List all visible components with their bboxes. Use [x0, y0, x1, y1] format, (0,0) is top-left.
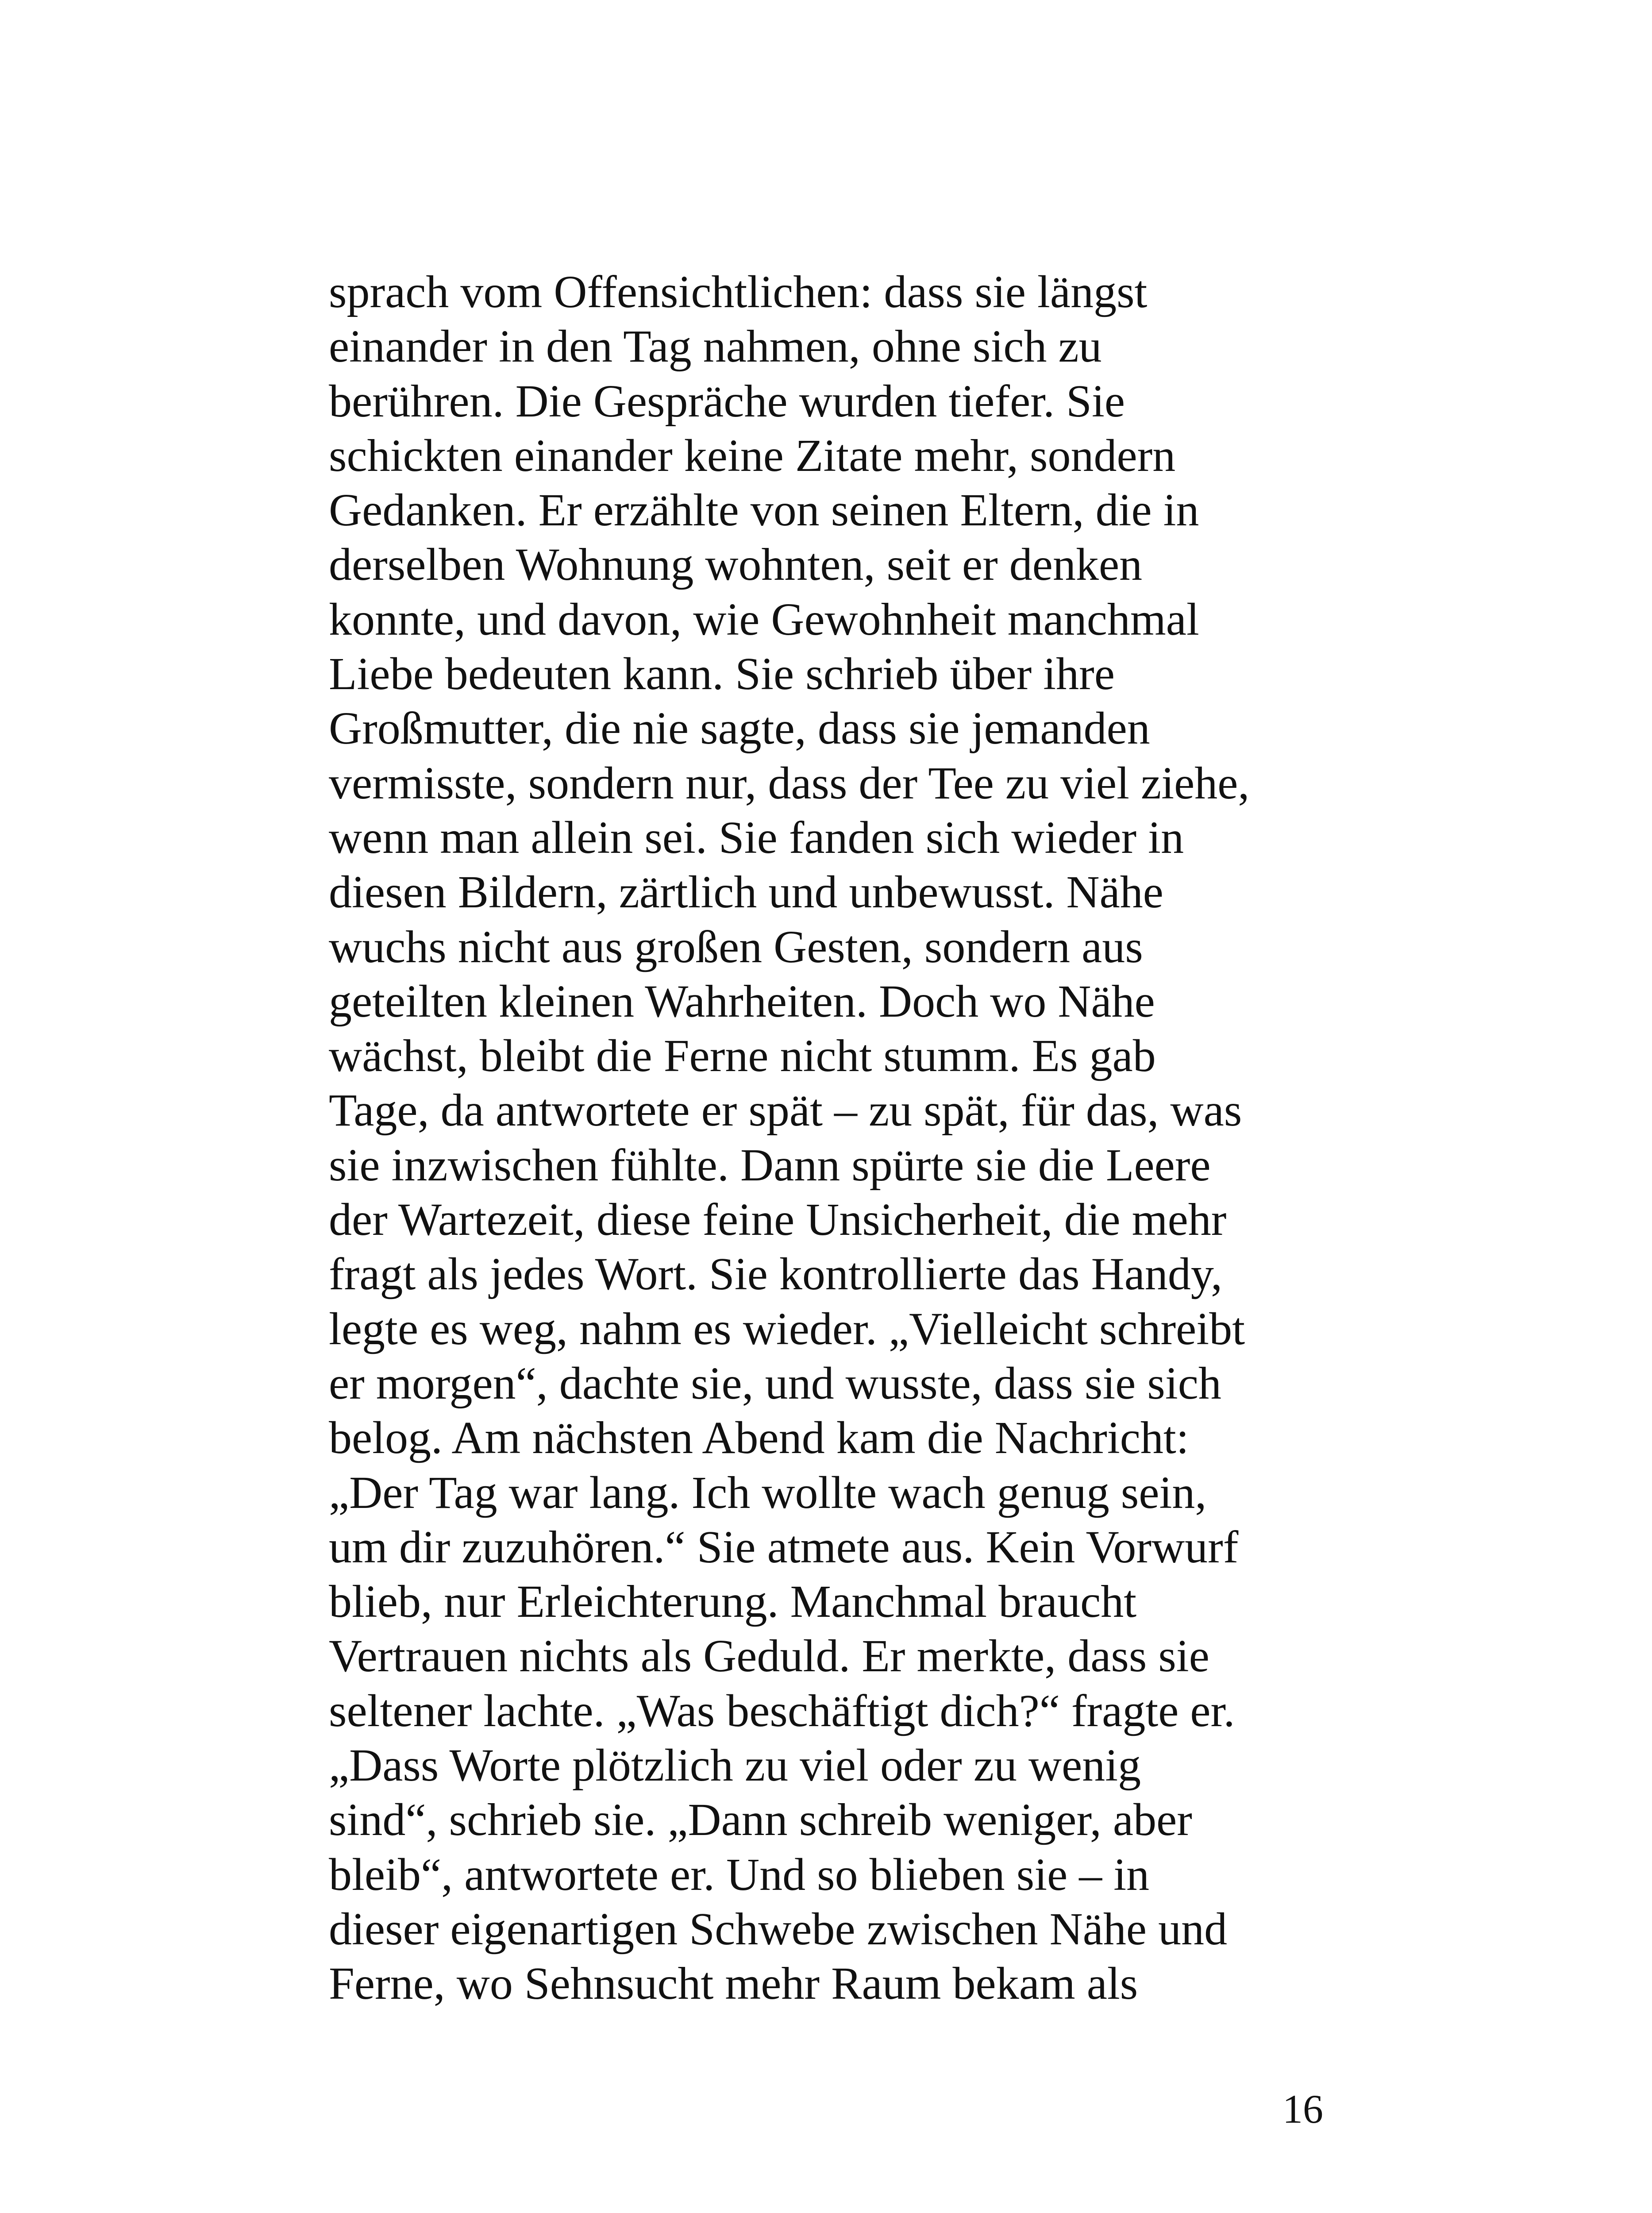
text-line: der Wartezeit, diese feine Unsicherheit, die mehr	[329, 1194, 1227, 1245]
text-line: belog. Am nächsten Abend kam die Nachricht:	[329, 1412, 1189, 1464]
text-line: „Der Tag war lang. Ich wollte wach genug sein,	[329, 1467, 1207, 1518]
text-line: fragt als jedes Wort. Sie kontrollierte das Handy,	[329, 1249, 1223, 1300]
text-line: Gedanken. Er erzählte von seinen Eltern, die in	[329, 485, 1199, 536]
body-text	[329, 265, 1347, 2011]
text-line: Vertrauen nichts als Geduld. Er merkte, dass sie	[329, 1631, 1209, 1682]
text-line: derselben Wohnung wohnten, seit er denken	[329, 539, 1143, 590]
text-line: sie inzwischen fühlte. Dann spürte sie die Leere	[329, 1139, 1211, 1191]
text-line: diesen Bildern, zärtlich und unbewusst. Nähe	[329, 867, 1163, 918]
text-line: dieser eigenartigen Schwebe zwischen Nähe und	[329, 1903, 1228, 1955]
text-line: konnte, und davon, wie Gewohnheit manchmal	[329, 594, 1199, 645]
text-line: berühren. Die Gespräche wurden tiefer. Sie	[329, 375, 1125, 427]
text-line: Großmutter, die nie sagte, dass sie jemanden	[329, 703, 1150, 754]
text-line: er morgen“, dachte sie, und wusste, dass sie sich	[329, 1357, 1221, 1409]
text-line: wächst, bleibt die Ferne nicht stumm. Es gab	[329, 1030, 1156, 1082]
text-line: legte es weg, nahm es wieder. „Vielleicht schreibt	[329, 1303, 1245, 1354]
text-line: sprach vom Offensichtlichen: dass sie längst	[329, 266, 1148, 317]
text-line: „Dass Worte plötzlich zu viel oder zu wenig	[329, 1740, 1141, 1791]
text-line: bleib“, antwortete er. Und so blieben sie – in	[329, 1849, 1150, 1900]
text-line: geteilten kleinen Wahrheiten. Doch wo Nähe	[329, 975, 1155, 1027]
text-line: blieb, nur Erleichterung. Manchmal braucht	[329, 1576, 1137, 1627]
text-line: wuchs nicht aus großen Gesten, sondern aus	[329, 921, 1143, 972]
text-line: Ferne, wo Sehnsucht mehr Raum bekam als	[329, 1958, 1138, 2009]
text-line: seltener lachte. „Was beschäftigt dich?“ fragte er.	[329, 1685, 1235, 1736]
text-line: vermisste, sondern nur, dass der Tee zu viel ziehe,	[329, 757, 1250, 809]
text-line: schickten einander keine Zitate mehr, sondern	[329, 430, 1176, 481]
text-line: Liebe bedeuten kann. Sie schrieb über ihre	[329, 648, 1115, 700]
text-line: um dir zuzuhören.“ Sie atmete aus. Kein Vorwurf	[329, 1521, 1239, 1573]
text-line: sind“, schrieb sie. „Dann schreib weniger, aber	[329, 1794, 1192, 1846]
text-line: wenn man allein sei. Sie fanden sich wieder in	[329, 812, 1184, 863]
page-number: 16	[1282, 2086, 1323, 2132]
text-line: einander in den Tag nahmen, ohne sich zu	[329, 321, 1102, 372]
text-line: Tage, da antwortete er spät – zu spät, für das, was	[329, 1085, 1242, 1136]
